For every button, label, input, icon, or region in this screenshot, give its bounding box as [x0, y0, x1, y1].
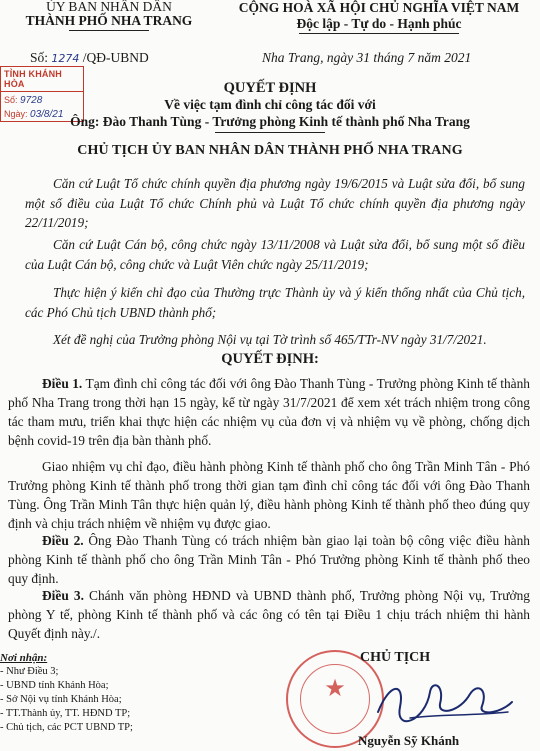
doc-number-prefix: Số: [30, 50, 49, 65]
document-subject-2: Ông: Đào Thanh Tùng - Trưởng phòng Kinh tế thành phố Nha Trang [70, 114, 470, 129]
nation-name: CỘNG HOÀ XÃ HỘI CHỦ NGHĨA VIỆT NAM [238, 0, 520, 15]
article-1-lead: Điều 1. [42, 376, 83, 391]
org-line-2: THÀNH PHỐ NHA TRANG [25, 13, 193, 28]
preamble-1: Căn cứ Luật Tổ chức chính quyền địa phương ngày 19/6/2015 và Luật sửa đổi, bổ sung một số điều của Luật Tổ chức Chính phủ và Luật Tổ chức chính quyền địa phương ngày 22/11/2019; [25, 176, 525, 230]
doc-number-handwritten: 1274 [51, 52, 80, 65]
received-stamp-org: TỈNH KHÁNH HÒA [1, 67, 83, 92]
signer-title: CHỦ TỊCH [360, 650, 431, 665]
article-2-lead: Điều 2. [42, 533, 84, 548]
recipients-list [0, 651, 133, 735]
document-title: QUYẾT ĐỊNH [223, 80, 317, 96]
article-3 [8, 586, 530, 643]
article-3-lead: Điều 3. [42, 588, 84, 603]
recipients-heading: Nơi nhận: [0, 652, 48, 664]
recipient-item: - Chủ tịch, các PCT UBND TP; [0, 722, 133, 733]
article-1-text: Tạm đình chỉ công tác đối với ông Đào Thanh Tùng - Trưởng phòng Kinh tế thành phố Nha Trang trong thời hạn 15 ngày, kể từ ngày 31/7/2021 để xem xét trách nhiệm trong công tác tham mưu, triển khai thực hiện các nhiệm vụ của đơn vị và nhiệm vụ về phòng, chống dịch bệnh covid-19 trên địa bàn thành phố. [8, 376, 530, 448]
handwritten-signature [370, 672, 520, 728]
decision-heading: QUYẾT ĐỊNH: [221, 351, 319, 367]
article-3-text: Chánh văn phòng HĐND và UBND thành phố, Trưởng phòng Nội vụ, Trưởng phòng Y tế, phòng Kinh tế thành phố và các ông có tên tại Điều 1 chịu trách nhiệm thi hành Quyết định này./. [8, 588, 530, 641]
received-number-value: 9728 [20, 95, 43, 106]
org-underline [69, 30, 149, 31]
preamble-2: Căn cứ Luật Cán bộ, công chức ngày 13/11/2008 và Luật sửa đổi, bổ sung một số điều của Luật Cán bộ, công chức và Luật Viên chức ngày 25/11/2019; [25, 237, 525, 272]
national-motto: Độc lập - Tự do - Hạnh phúc [296, 16, 462, 31]
recipient-item: - UBND tỉnh Khánh Hòa; [0, 680, 109, 691]
recipient-item: - Sở Nội vụ tỉnh Khánh Hòa; [0, 694, 122, 705]
received-stamp-number: Số: 9728 [4, 95, 43, 106]
received-stamp-date: Ngày: 03/8/21 [4, 109, 64, 120]
preamble-3: Thực hiện ý kiến chỉ đạo của Thường trực Thành ủy và ý kiến thống nhất của Chủ tịch, các Phó Chủ tịch UBND thành phố; [25, 285, 525, 320]
article-2 [8, 531, 530, 588]
motto-underline [299, 33, 459, 34]
issuing-authority: CHỦ TỊCH ỦY BAN NHÂN DÂN THÀNH PHỐ NHA TRANG [77, 143, 463, 158]
subject-underline [215, 132, 325, 133]
article-2-text: Ông Đào Thanh Tùng có trách nhiệm bàn giao lại toàn bộ công việc điều hành phòng Kinh tế thành phố cho ông Trần Minh Tân - Phó Trưởng phòng Kinh tế thành phố theo quy định. [8, 533, 530, 586]
seal-star-icon: ★ [324, 674, 346, 702]
recipient-item: - Như Điều 3; [0, 666, 59, 677]
issue-date: Nha Trang, ngày 31 tháng 7 năm 2021 [262, 50, 472, 65]
org-line-1: ỦY BAN NHÂN DÂN [46, 0, 172, 14]
doc-number-suffix: /QĐ-UBND [82, 50, 149, 65]
national-header [218, 0, 540, 34]
signer-name: Nguyễn Sỹ Khánh [358, 733, 460, 748]
received-date-value: 03/8/21 [30, 109, 64, 120]
recipient-item: - TT.Thành ủy, TT. HĐND TP; [0, 708, 131, 719]
issuing-org-header [4, 0, 214, 31]
document-number [30, 50, 149, 66]
article-1-continuation: Giao nhiệm vụ chỉ đạo, điều hành phòng Kinh tế thành phố cho ông Trần Minh Tân - Phó Trưởng phòng Kinh tế thành phố trong thời gian tạm đình chỉ công tác đối với ông Đào Thanh Tùng. Ông Trần Minh Tân thực hiện quản lý, điều hành phòng Kinh tế thành phố theo đúng quy định và chịu trách nhiệm về nhiệm vụ được giao. [8, 459, 530, 531]
document-subject-1: Về việc tạm đình chỉ công tác đối với [164, 97, 376, 112]
article-1 [8, 374, 530, 450]
preamble-4: Xét đề nghị của Trưởng phòng Nội vụ tại Tờ trình số 465/TTr-NV ngày 31/7/2021. [53, 332, 487, 347]
